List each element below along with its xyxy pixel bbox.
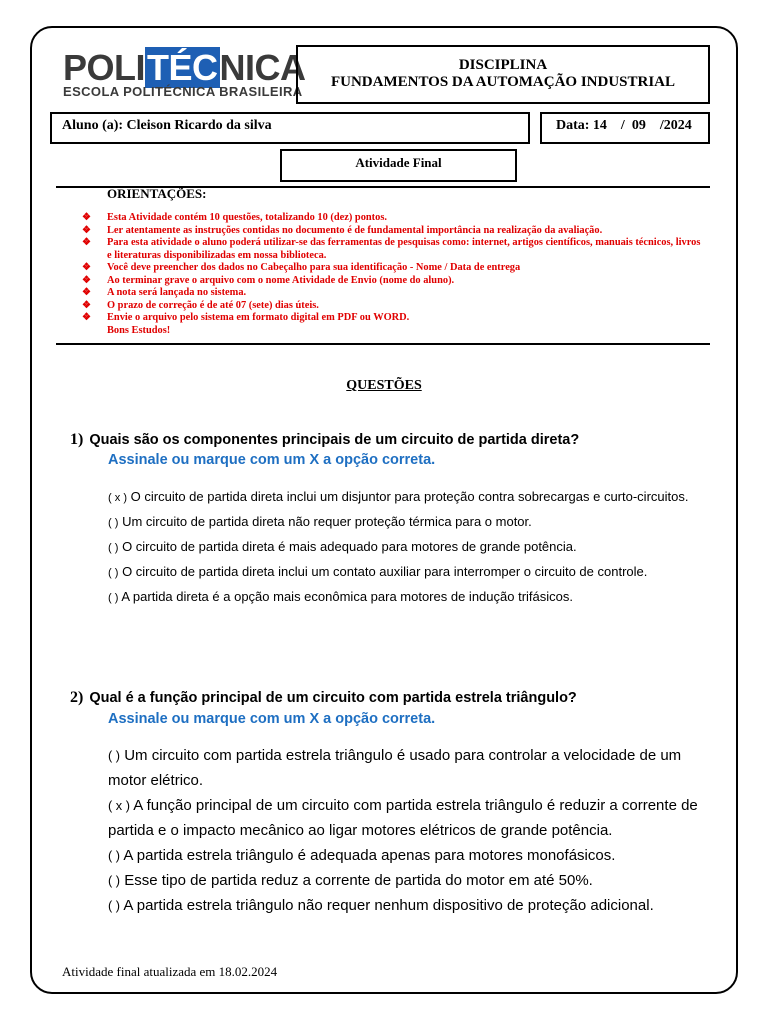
logo-subtitle: ESCOLA POLITÉCNICA BRASILEIRA xyxy=(63,84,303,99)
footer-note: Atividade final atualizada em 18.02.2024 xyxy=(62,964,278,979)
question-2-title: 2) Qual é a função principal de um circuito com partida estrela triângulo? xyxy=(70,689,577,706)
option-2a[interactable]: ( ) Um circuito com partida estrela triângulo é usado para controlar a velocidade de um motor elétrico. xyxy=(108,747,682,789)
list-item: ❖ Para esta atividade o aluno poderá utilizar-se das ferramentas de pesquisas como: internet, artigos científicos, manuais técnicos, livros e literaturas disponibilizadas em nossa biblioteca. xyxy=(82,237,701,261)
list-item: ❖ Esta Atividade contém 10 questões, totalizando 10 (dez) pontos. xyxy=(82,212,387,223)
answer-checkbox[interactable]: ( ) xyxy=(108,517,119,529)
list-item: ❖ Ao terminar grave o arquivo com o nome Atividade de Envio (nome do aluno). xyxy=(82,274,455,286)
question-1-instruction: Assinale ou marque com um X a opção correta. xyxy=(108,452,436,468)
aluno-field: Aluno (a): Cleison Ricardo da silva xyxy=(50,112,530,144)
answer-checkbox[interactable]: ( ) xyxy=(108,848,121,863)
list-item: ❖ A nota será lançada no sistema. xyxy=(82,287,247,298)
data-field: Data: 14 / 09 /2024 xyxy=(540,112,710,144)
option-2e[interactable]: ( ) A partida estrela triângulo não requer nenhum dispositivo de proteção adicional. xyxy=(108,897,654,914)
diamond-bullet-icon: ❖ xyxy=(82,274,91,286)
diamond-bullet-icon: ❖ xyxy=(82,312,91,323)
orientacoes-title: ORIENTAÇÕES: xyxy=(107,186,207,201)
answer-checkbox[interactable]: ( ) xyxy=(108,567,119,579)
answer-checkbox[interactable]: ( ) xyxy=(108,748,121,763)
divider-bottom xyxy=(56,343,710,345)
logo-wordmark: POLITÉCNICA xyxy=(63,47,306,88)
question-1-title: 1) Quais são os componentes principais de um circuito de partida direta? xyxy=(70,431,580,448)
answer-checkbox[interactable]: ( ) xyxy=(108,873,121,888)
diamond-bullet-icon: ❖ xyxy=(82,299,91,311)
option-1b[interactable]: ( ) Um circuito de partida direta não requer proteção térmica para o motor. xyxy=(108,514,532,529)
disciplina-name: FUNDAMENTOS DA AUTOMAÇÃO INDUSTRIAL xyxy=(330,74,676,90)
question-2-instruction: Assinale ou marque com um X a opção correta. xyxy=(108,711,436,727)
option-1a[interactable]: ( x ) O circuito de partida direta inclui um disjuntor para proteção contra sobrecargas e curto-circuitos. xyxy=(108,489,689,504)
answer-checkbox[interactable]: ( ) xyxy=(108,592,119,604)
list-item: ❖ O prazo de correção é de até 07 (sete) dias úteis. xyxy=(82,299,319,311)
answer-checkbox[interactable]: ( x ) xyxy=(108,492,128,504)
option-2c[interactable]: ( ) A partida estrela triângulo é adequada apenas para motores monofásicos. xyxy=(108,847,616,864)
option-2b[interactable]: ( x ) A função principal de um circuito com partida estrela triângulo é reduzir a corrente de partida e o impacto mecânico ao ligar motores elétricos de grande potência. xyxy=(108,797,698,839)
diamond-bullet-icon: ❖ xyxy=(82,262,91,273)
orientacoes-list xyxy=(82,212,702,337)
diamond-bullet-icon: ❖ xyxy=(82,212,91,223)
option-1e[interactable]: ( ) A partida direta é a opção mais econômica para motores de indução trifásicos. xyxy=(108,589,573,604)
diamond-bullet-icon: ❖ xyxy=(82,224,91,236)
diamond-bullet-icon: ❖ xyxy=(82,287,91,298)
disciplina-label: DISCIPLINA xyxy=(458,57,548,73)
section-title: QUESTÕES xyxy=(346,378,422,393)
atividade-title: Atividade Final xyxy=(280,149,517,182)
answer-checkbox[interactable]: ( x ) xyxy=(108,798,130,813)
answer-checkbox[interactable]: ( ) xyxy=(108,542,119,554)
option-2d[interactable]: ( ) Esse tipo de partida reduz a corrente de partida do motor em até 50%. xyxy=(108,872,593,889)
politecnica-logo xyxy=(63,47,306,102)
disciplina-box xyxy=(296,45,710,104)
list-item-closing: Bons Estudos! xyxy=(107,324,171,336)
list-item: ❖ Você deve preencher dos dados no Cabeçalho para sua identificação - Nome / Data de entrega xyxy=(82,262,521,273)
question-1-options xyxy=(108,485,708,610)
answer-checkbox[interactable]: ( ) xyxy=(108,898,121,913)
list-item: ❖ Envie o arquivo pelo sistema em formato digital em PDF ou WORD. xyxy=(82,312,410,323)
option-1d[interactable]: ( ) O circuito de partida direta inclui um contato auxiliar para interromper o circuito de controle. xyxy=(108,564,648,579)
diamond-bullet-icon: ❖ xyxy=(82,237,91,248)
question-2-options xyxy=(108,743,708,918)
option-1c[interactable]: ( ) O circuito de partida direta é mais adequado para motores de grande potência. xyxy=(108,539,577,554)
list-item: ❖ Ler atentamente as instruções contidas no documento é de fundamental importância na realização da avaliação. xyxy=(82,224,603,236)
